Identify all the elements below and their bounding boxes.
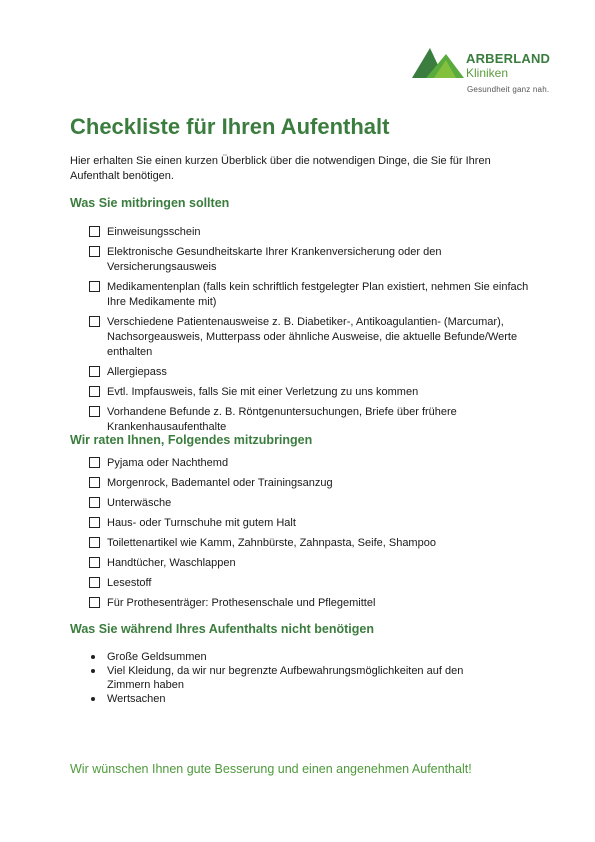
checkbox[interactable] (89, 457, 100, 468)
checkbox[interactable] (89, 406, 100, 417)
bullet-icon (91, 669, 95, 673)
checkbox[interactable] (89, 537, 100, 548)
bullet-icon (91, 697, 95, 701)
bullet-icon (91, 655, 95, 659)
checkbox[interactable] (89, 281, 100, 292)
item-text: Verschiedene Patientenausweise z. B. Diabetiker-, Antikoagulantien- (Marcumar), Nachsorgeausweis, Mutterpass oder ähnliche Ausweise, die aktuelle Befunde/Werte enthalten (107, 316, 518, 358)
item-text: Viel Kleidung, da wir nur begrenzte Aufbewahrungsmöglichkeiten auf den Zimmern haben (107, 665, 464, 691)
item-text: Wertsachen (107, 693, 166, 705)
checklist-item (89, 456, 534, 471)
page-title: Checkliste für Ihren Aufenthalt (70, 114, 390, 139)
checkbox[interactable] (89, 477, 100, 488)
checkbox[interactable] (89, 557, 100, 568)
checklist-item (89, 385, 534, 400)
checkbox[interactable] (89, 316, 100, 327)
checklist-bring (89, 225, 534, 440)
bullet-list-not-needed (89, 650, 509, 706)
checklist-item (89, 596, 534, 611)
item-text: Lesestoff (107, 577, 152, 589)
logo-tagline: Gesundheit ganz nah. (467, 85, 550, 94)
item-text: Pyjama oder Nachthemd (107, 457, 229, 469)
arberland-logo (412, 46, 562, 98)
list-item (89, 650, 509, 664)
mountain-logo-icon (412, 46, 466, 80)
checklist-item (89, 405, 534, 435)
checklist-item (89, 516, 534, 531)
checklist-item (89, 476, 534, 491)
checklist-item (89, 365, 534, 380)
intro-text: Hier erhalten Sie einen kurzen Überblick über die notwendigen Dinge, die Sie für Ihren Aufenthalt benötigen. (70, 155, 491, 182)
list-item (89, 692, 509, 706)
checkbox[interactable] (89, 246, 100, 257)
item-text: Vorhandene Befunde z. B. Röntgenuntersuchungen, Briefe über frühere Krankenhausaufenthalte (107, 406, 457, 433)
item-text: Allergiepass (107, 366, 167, 378)
list-item (89, 664, 509, 692)
checkbox[interactable] (89, 517, 100, 528)
closing-message: Wir wünschen Ihnen gute Besserung und einen angenehmen Aufenthalt! (70, 762, 472, 776)
item-text: Für Prothesenträger: Prothesenschale und Pflegemittel (107, 597, 376, 609)
checklist-item (89, 245, 534, 275)
section-heading-bring: Was Sie mitbringen sollten (70, 196, 230, 210)
checkbox[interactable] (89, 597, 100, 608)
checkbox[interactable] (89, 577, 100, 588)
section-heading-not-needed: Was Sie während Ihres Aufenthalts nicht benötigen (70, 622, 374, 636)
section-heading-recommended: Wir raten Ihnen, Folgendes mitzubringen (70, 433, 313, 447)
checkbox[interactable] (89, 366, 100, 377)
checklist-item (89, 536, 534, 551)
item-text: Handtücher, Waschlappen (107, 557, 236, 569)
item-text: Morgenrock, Bademantel oder Trainingsanzug (107, 477, 333, 489)
logo-subtitle: Kliniken (466, 66, 509, 80)
item-text: Evtl. Impfausweis, falls Sie mit einer Verletzung zu uns kommen (107, 386, 419, 398)
checklist-item (89, 225, 534, 240)
item-text: Toilettenartikel wie Kamm, Zahnbürste, Zahnpasta, Seife, Shampoo (107, 537, 436, 549)
item-text: Elektronische Gesundheitskarte Ihrer Krankenversicherung oder den Versicherungsausweis (107, 246, 442, 273)
checkbox[interactable] (89, 226, 100, 237)
checkbox[interactable] (89, 386, 100, 397)
checklist-item (89, 556, 534, 571)
checklist-item (89, 315, 534, 360)
checkbox[interactable] (89, 497, 100, 508)
checklist-recommended (89, 456, 534, 616)
item-text: Unterwäsche (107, 497, 172, 509)
item-text: Haus- oder Turnschuhe mit gutem Halt (107, 517, 296, 529)
item-text: Medikamentenplan (falls kein schriftlich festgelegter Plan existiert, nehmen Sie einfach Ihre Medikamente mit) (107, 281, 529, 308)
checklist-item (89, 576, 534, 591)
item-text: Große Geldsummen (107, 651, 207, 663)
checklist-item (89, 280, 534, 310)
item-text: Einweisungsschein (107, 226, 201, 238)
checklist-item (89, 496, 534, 511)
logo-name: ARBERLAND (466, 51, 551, 66)
